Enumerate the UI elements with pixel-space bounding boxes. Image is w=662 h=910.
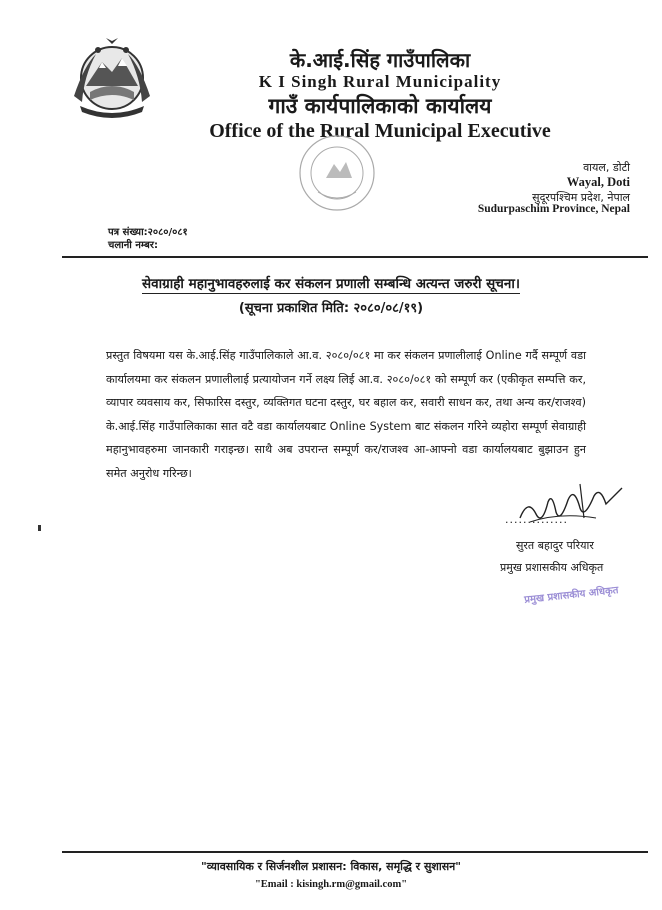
nepal-emblem-icon	[66, 36, 158, 120]
footer-email: "Email : kisingh.rm@gmail.com"	[254, 879, 408, 890]
office-stamp-icon	[296, 132, 378, 214]
notice-title-text: सेवाग्राही महानुभावहरुलाई कर संकलन प्रणाली सम्बन्धि अत्यन्त जरुरी सूचना।	[142, 276, 520, 292]
notice-body: प्रस्तुत विषयमा यस के.आई.सिंह गाउँपालिकाले आ.व. २०८०/०८१ मा कर संकलन प्रणालीलाई Online गर्दै सम्पूर्ण वडा कार्यालयमा कर संकलन प्रणालीलाई प्रत्यायोजन गर्ने लक्ष्य लिई आ.व. २०८०/०८१ को सम्पूर्ण कर (एकीकृत सम्पत्ति कर, व्यापार व्यवसाय कर, सिफारिस दस्तुर, व्यक्तिगत घटना दस्तुर, घर बहाल कर, सवारी साधन कर, तथा अन्य कर/राजश्व) के.आई.सिंह गाउँपालिकाका सात वटै वडा कार्यालयबाट Online System बाट संकलन गरिने व्यहोरा सम्पूर्ण सेवाग्राही महानुभावहरुमा जानकारी गराइन्छ। साथै अब उपरान्त सम्पूर्ण कर/राजश्व आ-आफ्नो वडा कार्यालयबाट बुझाउन हुन समेत अनुरोध गरिन्छ।	[106, 349, 586, 480]
signature-line: ..............	[505, 513, 568, 526]
letter-number: पत्र संख्या:२०८०/०८१	[108, 227, 188, 238]
footer-motto: "व्यावसायिक र सिर्जनशील प्रशासन: विकास, समृद्धि र सुशासन"	[200, 860, 462, 873]
signatory-name: सुरत बहादुर परियार	[516, 539, 594, 552]
address-line2-nepali: सुदूरपश्चिम प्रदेश, नेपाल	[532, 191, 630, 204]
municipality-name-nepali: के.आई.सिंह गाउँपालिका	[289, 48, 471, 72]
signature-icon	[510, 478, 630, 538]
notice-title	[0, 274, 662, 292]
notice-date: (सूचना प्रकाशित मिति: २०८०/०८/१९)	[238, 301, 424, 316]
municipality-name-english: K I Singh Rural Municipality	[258, 72, 502, 91]
address-line2-english: Sudurpaschim Province, Nepal	[477, 203, 630, 215]
office-name-english: Office of the Rural Municipal Executive	[209, 120, 551, 142]
scan-mark	[38, 525, 41, 531]
address-line1-english: Wayal, Doti	[566, 175, 630, 189]
dispatch-number: चलानी नम्बर:	[108, 240, 158, 251]
footer-divider	[62, 851, 648, 853]
signatory-designation: प्रमुख प्रशासकीय अधिकृत	[500, 561, 604, 574]
office-name-nepali: गाउँ कार्यपालिकाको कार्यालय	[268, 94, 492, 118]
address-line1-nepali: वायल, डोटी	[583, 161, 630, 174]
header-divider	[62, 256, 648, 258]
designation-stamp: प्रमुख प्रशासकीय अधिकृत	[523, 585, 619, 606]
